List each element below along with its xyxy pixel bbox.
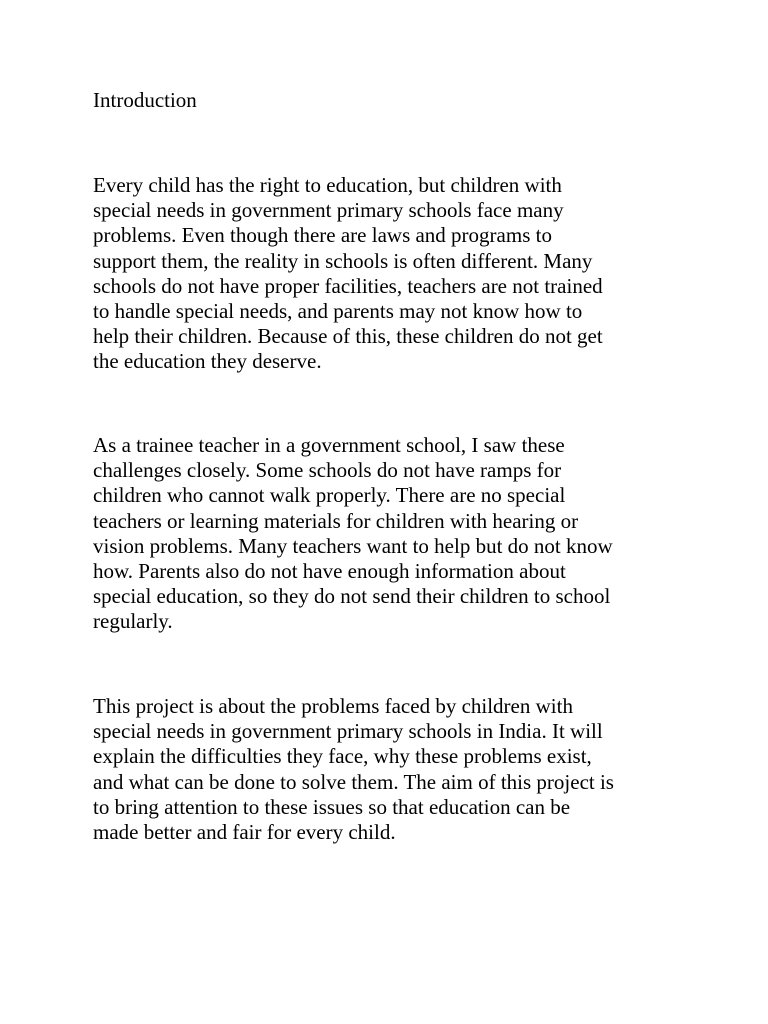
- paragraph-3: This project is about the problems faced by children with special needs in government primary schools in India. It will explain the difficulties they face, why these problems exist, and what can be done to solve them. The aim of this project is to bring attention to these issues so that education can be made better and fair for every child.: [93, 694, 614, 845]
- section-heading: Introduction: [93, 88, 197, 112]
- paragraph-2: As a trainee teacher in a government school, I saw these challenges closely. Some schools do not have ramps for children who cannot walk properly. There are no special teachers or learning materials for children with hearing or vision problems. Many teachers want to help but do not know how. Parents also do not have enough information about special education, so they do not send their children to school regularly.: [93, 433, 613, 634]
- paragraph-1: Every child has the right to education, but children with special needs in government primary schools face many problems. Even though there are laws and programs to support them, the reality in schools is often different. Many schools do not have proper facilities, teachers are not trained to handle special needs, and parents may not know how to help their children. Because of this, these children do not get the education they deserve.: [93, 173, 603, 374]
